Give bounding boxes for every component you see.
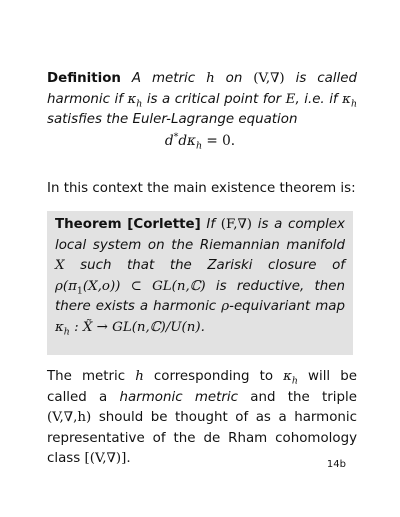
math-pair-v-nabla: (V,∇) — [253, 71, 285, 86]
math-cohomology-class: [(V,∇)]. — [84, 451, 131, 467]
definition-text-2: on — [225, 71, 243, 86]
theorem-attribution: [Corlette] — [127, 217, 201, 232]
definition-text-6: satisfies the Euler-Lagrange equation — [47, 112, 298, 128]
math-E: E — [285, 91, 296, 107]
metric-paragraph: The metric h corresponding to $\kappa_h$ will be called a harmonic metric and the triple (V,∇,h) should be thought of as a harmonic representative of the de Rham cohomology class [(V,∇)]. — [47, 369, 357, 467]
harmonic-metric-term: harmonic metric — [119, 389, 238, 405]
math-h: h — [206, 71, 215, 86]
math-rho-expression: $\rho(\pi_1(X,o))$ ⊂ GL(n,ℂ) — [55, 278, 206, 297]
math-harmonic-map: $\kappa_h$ : X̃ → GL(n,ℂ)/U(n). — [55, 319, 205, 338]
math-triple: (V,∇,h) — [47, 410, 92, 426]
definition-text-5: , i.e. if — [295, 91, 338, 107]
math-X: X — [55, 258, 65, 274]
definition-text-4: is a critical point for — [146, 91, 282, 107]
euler-lagrange-equation: $d^*d\kappa_h = 0$. — [164, 131, 236, 152]
theorem-label: Theorem — [55, 217, 122, 232]
context-sentence: In this context the main existence theorem is: — [47, 181, 356, 196]
page-number: 14b — [326, 459, 346, 470]
theorem-paragraph: Theorem [Corlette] If (F,∇) is a complex local system on the Riemannian manifold X such that the Zariski closure of $\rho(\pi_1(X,o))$ ⊂ GL(n,ℂ) is reductive, then there exists a harmonic ρ-equivariant map $\kappa_h$ : X̃ → GL(n,ℂ)/U(n). — [55, 217, 345, 338]
definition-text-3: is called harmonic if — [47, 71, 357, 107]
definition-text-1: A metric — [131, 71, 196, 86]
math-kappa: $\kappa_h$ — [127, 91, 143, 110]
definition-paragraph — [47, 69, 357, 131]
math-kappa-2: $\kappa_h$ — [342, 91, 357, 110]
definition-label: Definition — [47, 71, 121, 86]
math-pair-f-nabla: (F,∇) — [220, 217, 253, 232]
math-rho: ρ — [221, 299, 230, 315]
